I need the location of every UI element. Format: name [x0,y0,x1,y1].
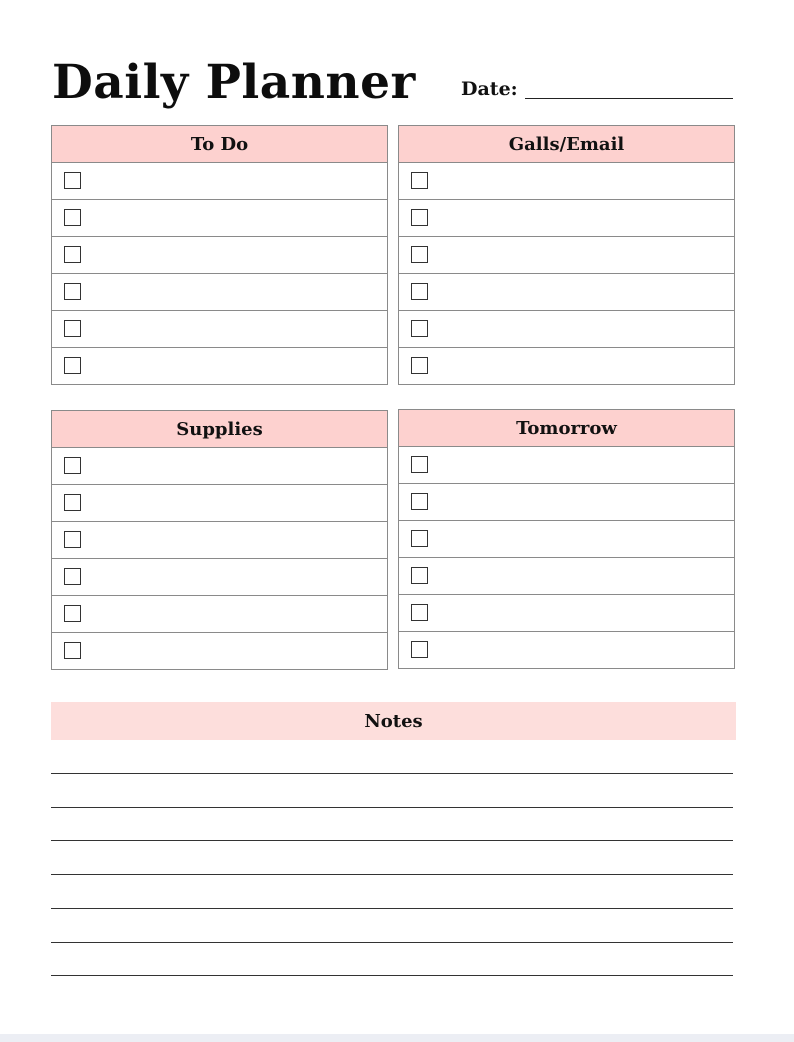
list-item[interactable] [52,522,387,559]
tomorrow-section [398,409,735,669]
list-item[interactable] [52,274,387,311]
checkbox[interactable] [64,209,81,226]
calls-email-section-header: Galls/Email [399,126,734,163]
checkbox[interactable] [64,531,81,548]
list-item[interactable] [399,558,734,595]
checkbox[interactable] [411,456,428,473]
notes-header: Notes [51,702,736,740]
checkbox[interactable] [64,605,81,622]
list-item[interactable] [52,485,387,522]
note-line[interactable] [51,975,733,976]
list-item[interactable] [52,559,387,596]
list-item[interactable] [399,163,734,200]
list-item[interactable] [52,348,387,384]
list-item[interactable] [399,595,734,632]
note-line[interactable] [51,773,733,774]
checkbox[interactable] [411,246,428,263]
tomorrow-section-header: Tomorrow [399,410,734,447]
calls-email-section [398,125,735,385]
checkbox[interactable] [411,641,428,658]
checkbox[interactable] [64,642,81,659]
note-line[interactable] [51,908,733,909]
list-item[interactable] [399,632,734,668]
list-item[interactable] [52,200,387,237]
checkbox[interactable] [411,493,428,510]
checkbox[interactable] [411,567,428,584]
checkbox[interactable] [411,530,428,547]
todo-section [51,125,388,385]
checkbox[interactable] [64,357,81,374]
list-item[interactable] [399,348,734,384]
todo-section-header: To Do [52,126,387,163]
date-label: Date: [461,78,518,100]
list-item[interactable] [52,596,387,633]
date-field-line[interactable] [525,98,733,99]
list-item[interactable] [52,633,387,669]
note-line[interactable] [51,840,733,841]
list-item[interactable] [399,200,734,237]
page-bottom-edge [0,1034,794,1042]
list-item[interactable] [399,311,734,348]
note-line[interactable] [51,807,733,808]
list-item[interactable] [52,448,387,485]
list-item[interactable] [52,237,387,274]
supplies-section-header: Supplies [52,411,387,448]
checkbox[interactable] [411,283,428,300]
list-item[interactable] [52,311,387,348]
list-item[interactable] [399,274,734,311]
checkbox[interactable] [411,604,428,621]
list-item[interactable] [52,163,387,200]
page-title: Daily Planner [52,55,416,110]
checkbox[interactable] [411,172,428,189]
note-line[interactable] [51,942,733,943]
supplies-section [51,410,388,670]
checkbox[interactable] [64,494,81,511]
checkbox[interactable] [411,320,428,337]
note-line[interactable] [51,874,733,875]
checkbox[interactable] [64,246,81,263]
checkbox[interactable] [64,457,81,474]
checkbox[interactable] [411,209,428,226]
checkbox[interactable] [64,283,81,300]
checkbox[interactable] [411,357,428,374]
list-item[interactable] [399,484,734,521]
list-item[interactable] [399,447,734,484]
checkbox[interactable] [64,568,81,585]
checkbox[interactable] [64,320,81,337]
checkbox[interactable] [64,172,81,189]
list-item[interactable] [399,237,734,274]
list-item[interactable] [399,521,734,558]
